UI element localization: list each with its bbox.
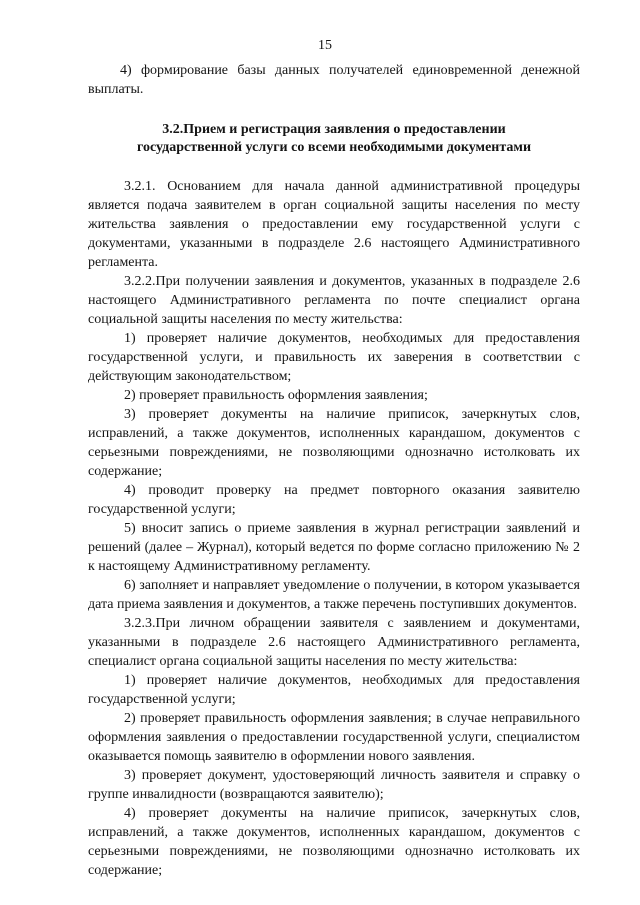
list-item-3: 3) проверяет документы на наличие приписок, зачеркнутых слов, исправлений, а также документов, исполненных карандашом, документов с серьезными повреждениями, не позволяющими однозначно истолковать их содержание; — [88, 407, 580, 479]
list-item-4: 4) проверяет документы на наличие приписок, зачеркнутых слов, исправлений, а также документов, исполненных карандашом, документов с серьезными повреждениями, не позволяющими однозначно истолковать их содержание; — [88, 806, 580, 878]
list-item-6: 6) заполняет и направляет уведомление о получении, в котором указывается дата приема заявления и документов, а также перечень поступивших документов. — [88, 578, 580, 612]
section-heading-line-1: 3.2.Прием и регистрация заявления о предоставлении — [162, 122, 506, 137]
intro-list-item: 4) формирование базы данных получателей единовременной денежной выплаты. — [88, 63, 580, 97]
section-heading-line-2: государственной услуги со всеми необходимыми документами — [136, 140, 532, 155]
list-item-5: 5) вносит запись о приеме заявления в журнал регистрации заявлений и решений (далее – Журнал), который ведется по форме согласно приложению № 2 к настоящему Административному регламенту. — [88, 521, 580, 574]
list-item-4: 4) проводит проверку на предмет повторного оказания заявителю государственной услуги; — [88, 483, 580, 517]
paragraph-3-2-1: 3.2.1. Основанием для начала данной административной процедуры является подача заявителем в орган социальной защиты населения по месту жительства заявления о предоставлении ему государственной услуги с документами, указанными в подразделе 2.6 настоящего Административного регламента. — [88, 179, 580, 270]
section-heading — [88, 121, 580, 157]
list-item-1: 1) проверяет наличие документов, необходимых для предоставления государственной услуги; — [88, 673, 580, 707]
page-content — [88, 61, 580, 880]
list-item-3: 3) проверяет документ, удостоверяющий личность заявителя и справку о группе инвалидности (возвращаются заявителю); — [88, 768, 580, 802]
page-number: 15 — [318, 38, 332, 53]
list-item-2: 2) проверяет правильность оформления заявления; в случае неправильного оформления заявления о предоставлении государственной услуги, специалистом оказывается помощь заявителю в оформлении нового заявления. — [88, 711, 580, 764]
list-item-1: 1) проверяет наличие документов, необходимых для предоставления государственной услуги, и правильность их заверения в соответствии с действующим законодательством; — [88, 331, 580, 384]
list-item-2: 2) проверяет правильность оформления заявления; — [124, 388, 428, 403]
paragraph-3-2-3: 3.2.3.При личном обращении заявителя с заявлением и документами, указанными в подразделе 2.6 настоящего Административного регламента, специалист органа социальной защиты населения по месту жительства: — [88, 616, 580, 669]
paragraph-3-2-2: 3.2.2.При получении заявления и документов, указанных в подразделе 2.6 настоящего Административного регламента по почте специалист органа социальной защиты населения по месту жительства: — [88, 274, 580, 327]
